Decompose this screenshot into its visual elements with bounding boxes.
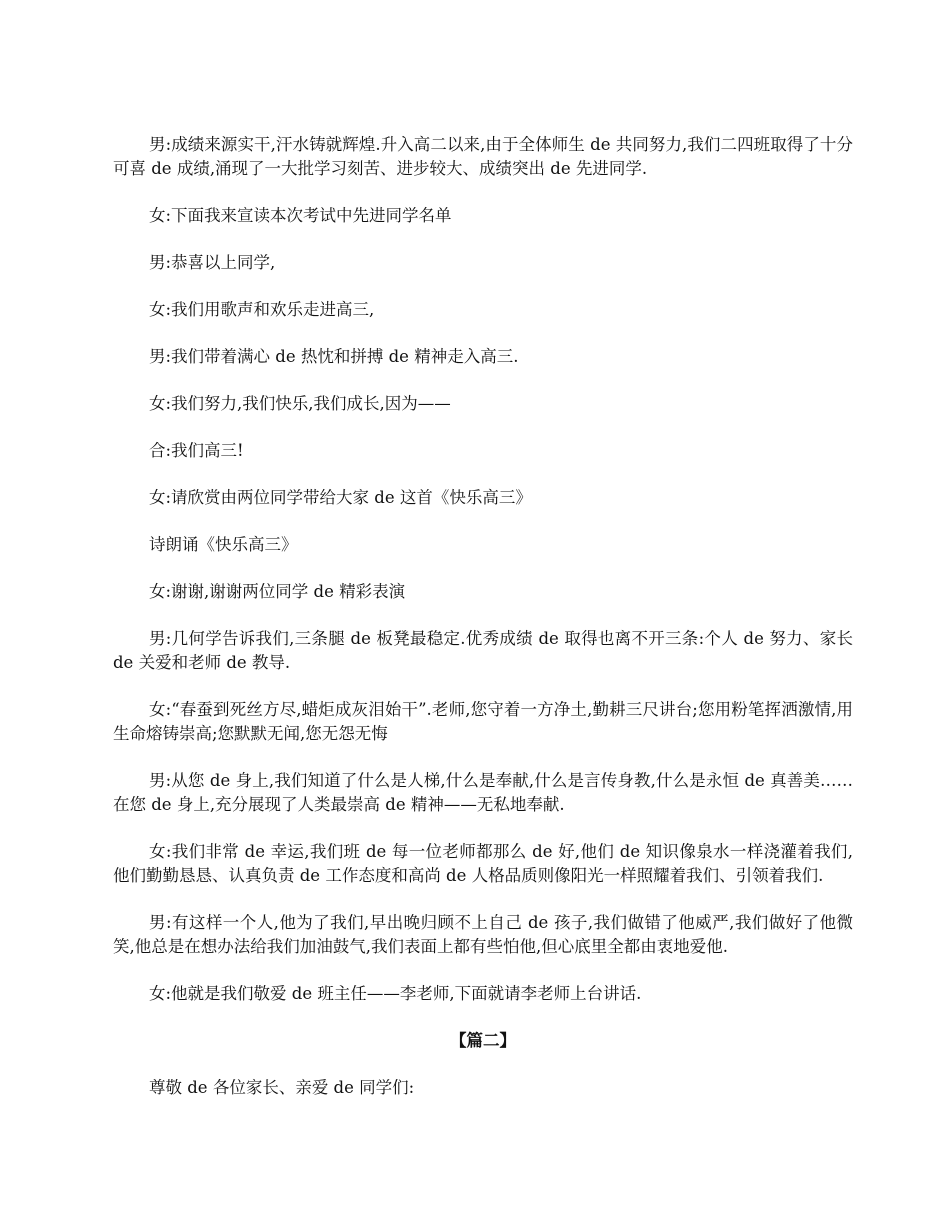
paragraph: 男:恭喜以上同学,	[149, 253, 276, 272]
paragraph: 尊敬 de 各位家长、亲爱 de 同学们:	[149, 1078, 415, 1097]
paragraph: 女:我们努力,我们快乐,我们成长,因为——	[149, 394, 451, 413]
paragraph: 合:我们高三!	[149, 441, 244, 460]
paragraph: 女:下面我来宣读本次考试中先进同学名单	[149, 206, 452, 225]
document-body	[113, 133, 853, 1123]
paragraph: 男:我们带着满心 de 热忱和拼搏 de 精神走入高三.	[149, 347, 519, 366]
paragraph: 女:我们用歌声和欢乐走进高三,	[149, 300, 375, 319]
paragraph: 女:他就是我们敬爱 de 班主任——李老师,下面就请李老师上台讲话.	[149, 984, 642, 1003]
paragraph: 诗朗诵《快乐高三》	[149, 535, 298, 554]
paragraph: 女:请欣赏由两位同学带给大家 de 这首《快乐高三》	[149, 488, 532, 507]
section-heading: 【篇二】	[450, 1031, 516, 1050]
paragraph: 男:从您 de 身上,我们知道了什么是人梯,什么是奉献,什么是言传身教,什么是永恒 de 真善美……在您 de 身上,充分展现了人类最崇高 de 精神——无私地奉献.	[113, 771, 853, 814]
paragraph: 女:我们非常 de 幸运,我们班 de 每一位老师都那么 de 好,他们 de 知识像泉水一样浇灌着我们,他们勤勤恳恳、认真负责 de 工作态度和高尚 de 人格品质则像阳光一样照耀着我们、引领着我们.	[113, 842, 853, 885]
paragraph: 男:有这样一个人,他为了我们,早出晚归顾不上自己 de 孩子,我们做错了他威严,我们做好了他微笑,他总是在想办法给我们加油鼓气,我们表面上都有些怕他,但心底里全都由衷地爱他.	[113, 913, 853, 956]
paragraph: 女:谢谢,谢谢两位同学 de 精彩表演	[149, 582, 406, 601]
paragraph: 男:几何学告诉我们,三条腿 de 板凳最稳定.优秀成绩 de 取得也离不开三条:个人 de 努力、家长 de 关爱和老师 de 教导.	[113, 629, 853, 672]
paragraph: 男:成绩来源实干,汗水铸就辉煌.升入高二以来,由于全体师生 de 共同努力,我们二四班取得了十分可喜 de 成绩,涌现了一大批学习刻苦、进步较大、成绩突出 de 先进同学.	[113, 135, 853, 178]
paragraph: 女:“春蚕到死丝方尽,蜡炬成灰泪始干”.老师,您守着一方净土,勤耕三尺讲台;您用粉笔挥洒激情,用生命熔铸崇高;您默默无闻,您无怨无悔	[113, 700, 853, 743]
